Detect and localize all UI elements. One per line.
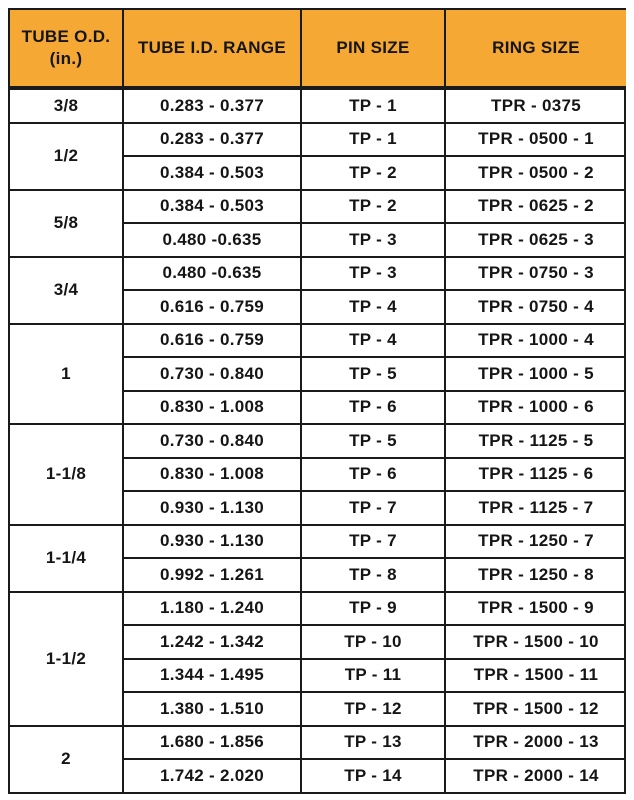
tube-od-cell: 1 [8,323,122,424]
tube-id-range-cell: 0.730 - 0.840 [122,423,300,457]
tube-od-cell: 2 [8,725,122,792]
pin-size-cell: TP - 7 [300,490,444,524]
pin-size-cell: TP - 10 [300,624,444,658]
tube-id-range-cell: 0.480 -0.635 [122,222,300,256]
pin-size-cell: TP - 9 [300,591,444,625]
tube-od-cell: 3/4 [8,256,122,323]
ring-size-cell: TPR - 0375 [444,88,626,122]
tube-id-range-cell: 1.680 - 1.856 [122,725,300,759]
ring-size-cell: TPR - 1250 - 8 [444,557,626,591]
header-pin-size: PIN SIZE [300,8,444,88]
tube-id-range-cell: 0.730 - 0.840 [122,356,300,390]
tube-id-range-cell: 1.380 - 1.510 [122,691,300,725]
pin-size-cell: TP - 14 [300,758,444,792]
pin-size-cell: TP - 2 [300,155,444,189]
ring-size-cell: TPR - 0500 - 1 [444,122,626,156]
pin-size-cell: TP - 6 [300,457,444,491]
ring-size-cell: TPR - 1500 - 9 [444,591,626,625]
tube-od-cell: 1-1/8 [8,423,122,524]
ring-size-cell: TPR - 0750 - 3 [444,256,626,290]
ring-size-cell: TPR - 2000 - 14 [444,758,626,792]
tube-od-cell: 1-1/4 [8,524,122,591]
tube-id-range-cell: 0.616 - 0.759 [122,289,300,323]
tube-id-range-cell: 0.930 - 1.130 [122,490,300,524]
tube-id-range-cell: 0.992 - 1.261 [122,557,300,591]
pin-size-cell: TP - 8 [300,557,444,591]
tube-id-range-cell: 0.283 - 0.377 [122,88,300,122]
pin-size-cell: TP - 11 [300,658,444,692]
tube-od-cell: 3/8 [8,88,122,122]
tube-id-range-cell: 0.480 -0.635 [122,256,300,290]
ring-size-cell: TPR - 1500 - 10 [444,624,626,658]
pin-size-cell: TP - 5 [300,423,444,457]
tube-size-table [8,8,626,794]
tube-id-range-cell: 1.344 - 1.495 [122,658,300,692]
ring-size-cell: TPR - 1000 - 4 [444,323,626,357]
tube-id-range-cell: 0.616 - 0.759 [122,323,300,357]
pin-size-cell: TP - 3 [300,256,444,290]
ring-size-cell: TPR - 1500 - 12 [444,691,626,725]
tube-od-cell: 5/8 [8,189,122,256]
pin-size-cell: TP - 12 [300,691,444,725]
ring-size-cell: TPR - 1000 - 6 [444,390,626,424]
ring-size-cell: TPR - 2000 - 13 [444,725,626,759]
pin-size-cell: TP - 2 [300,189,444,223]
header-tube-od: TUBE O.D. (in.) [8,8,122,88]
ring-size-cell: TPR - 0625 - 2 [444,189,626,223]
ring-size-cell: TPR - 1500 - 11 [444,658,626,692]
tube-id-range-cell: 1.742 - 2.020 [122,758,300,792]
ring-size-cell: TPR - 1125 - 6 [444,457,626,491]
pin-size-cell: TP - 3 [300,222,444,256]
pin-size-cell: TP - 7 [300,524,444,558]
tube-od-cell: 1/2 [8,122,122,189]
ring-size-cell: TPR - 0750 - 4 [444,289,626,323]
tube-id-range-cell: 0.830 - 1.008 [122,390,300,424]
ring-size-cell: TPR - 1125 - 7 [444,490,626,524]
ring-size-cell: TPR - 1000 - 5 [444,356,626,390]
pin-size-cell: TP - 5 [300,356,444,390]
tube-id-range-cell: 0.830 - 1.008 [122,457,300,491]
tube-id-range-cell: 0.384 - 0.503 [122,189,300,223]
pin-size-cell: TP - 13 [300,725,444,759]
header-tube-id-range: TUBE I.D. RANGE [122,8,300,88]
tube-od-cell: 1-1/2 [8,591,122,725]
pin-size-cell: TP - 6 [300,390,444,424]
pin-size-cell: TP - 1 [300,122,444,156]
tube-id-range-cell: 0.283 - 0.377 [122,122,300,156]
pin-size-cell: TP - 4 [300,289,444,323]
tube-id-range-cell: 1.180 - 1.240 [122,591,300,625]
header-ring-size: RING SIZE [444,8,626,88]
tube-id-range-cell: 0.930 - 1.130 [122,524,300,558]
tube-id-range-cell: 1.242 - 1.342 [122,624,300,658]
ring-size-cell: TPR - 0500 - 2 [444,155,626,189]
ring-size-cell: TPR - 1125 - 5 [444,423,626,457]
pin-size-cell: TP - 4 [300,323,444,357]
ring-size-cell: TPR - 0625 - 3 [444,222,626,256]
tube-id-range-cell: 0.384 - 0.503 [122,155,300,189]
ring-size-cell: TPR - 1250 - 7 [444,524,626,558]
pin-size-cell: TP - 1 [300,88,444,122]
